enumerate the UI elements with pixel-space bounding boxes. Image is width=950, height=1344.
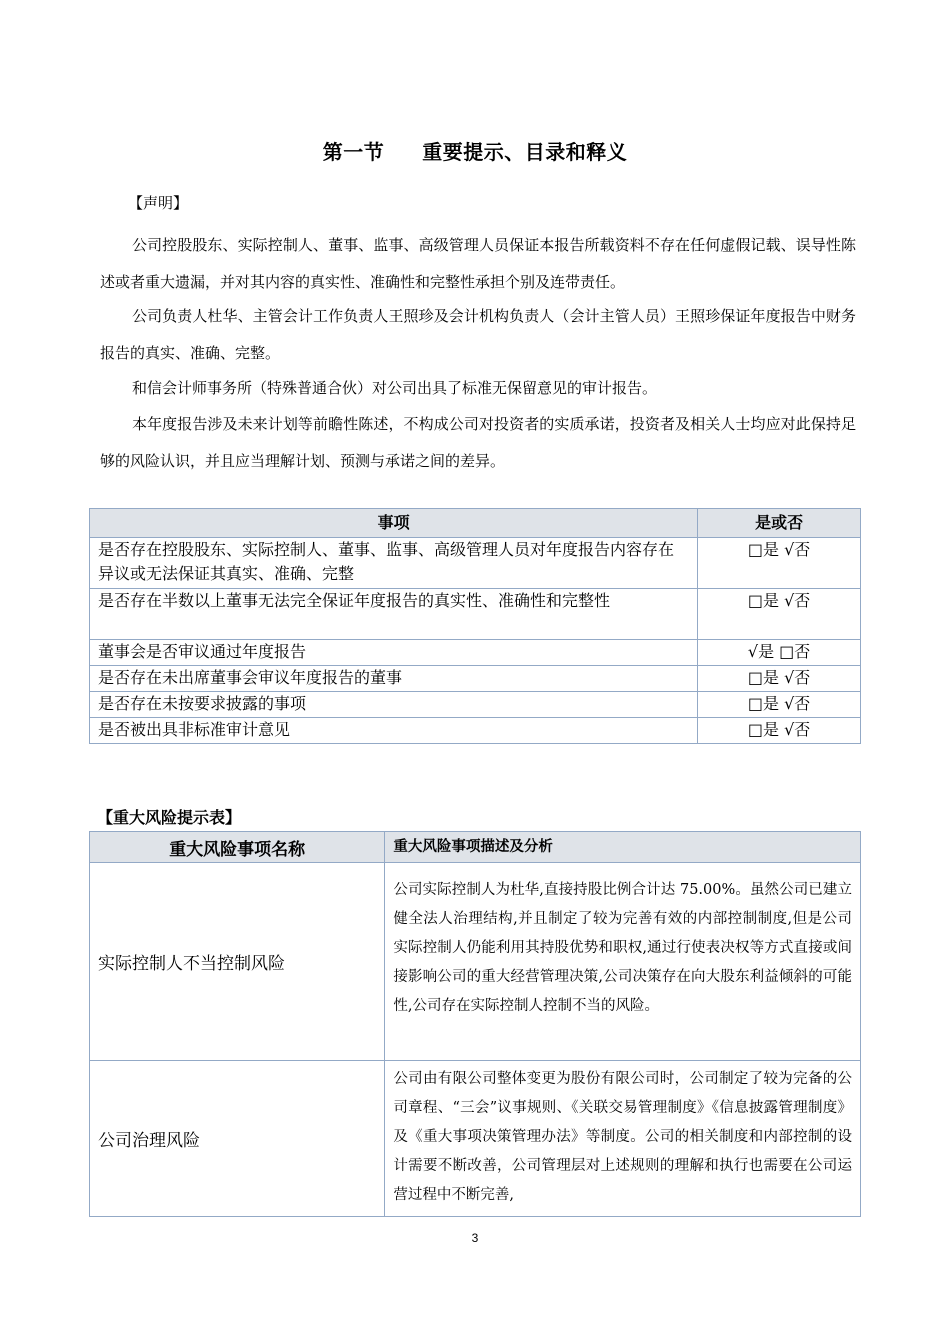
section-heading: 重要提示、目录和释义	[422, 140, 628, 164]
risk-description: 公司实际控制人为杜华,直接持股比例合计达 75.00%。虽然公司已建立健全法人治理结构,并且制定了较为完善有效的内部控制制度,但是公司实际控制人仍能利用其持股优势和职权,通过行使表决权等方式直接或间接影响公司的重大经营管理决策,公司决策存在向大股东利益倾斜的可能性,公司存在实际控制人控制不当的风险。	[385, 863, 861, 1061]
risk-name: 实际控制人不当控制风险	[90, 863, 385, 1061]
matter-item: 是否存在控股股东、实际控制人、董事、监事、高级管理人员对年度报告内容存在异议或无法保证其真实、准确、完整	[90, 538, 698, 589]
table-row	[90, 666, 861, 692]
matter-answer: □是 √否	[698, 538, 861, 589]
matter-answer: □是 √否	[698, 589, 861, 640]
risk-name: 公司治理风险	[90, 1061, 385, 1217]
risk-header-name: 重大风险事项名称	[90, 832, 385, 863]
section-number: 第一节	[322, 140, 385, 164]
matter-item: 是否存在未出席董事会审议年度报告的董事	[90, 666, 698, 692]
paragraph-forward-looking: 本年度报告涉及未来计划等前瞻性陈述，不构成公司对投资者的实质承诺，投资者及相关人士均应对此保持足够的风险认识，并且应当理解计划、预测与承诺之间的差异。	[100, 415, 856, 470]
risk-table	[89, 831, 861, 1217]
table-row	[90, 863, 861, 1061]
table-row	[90, 692, 861, 718]
table-row	[90, 589, 861, 640]
matters-table	[89, 508, 861, 744]
page-number: 3	[471, 1231, 479, 1245]
paragraph-auditor: 和信会计师事务所（特殊普通合伙）对公司出具了标准无保留意见的审计报告。	[132, 379, 658, 397]
matter-item: 董事会是否审议通过年度报告	[90, 640, 698, 666]
matters-header-answer: 是或否	[698, 509, 861, 538]
matter-item: 是否存在半数以上董事无法完全保证年度报告的真实性、准确性和完整性	[90, 589, 698, 640]
matter-answer: √是 □否	[698, 640, 861, 666]
matter-answer: □是 √否	[698, 718, 861, 744]
risk-description: 公司由有限公司整体变更为股份有限公司时，公司制定了较为完备的公司章程、“三会”议事规则、《关联交易管理制度》《信息披露管理制度》及《重大事项决策管理办法》等制度。公司的相关制度和内部控制的设计需要不断改善，公司管理层对上述规则的理解和执行也需要在公司运营过程中不断完善,	[385, 1061, 861, 1217]
matter-answer: □是 √否	[698, 692, 861, 718]
matter-item: 是否被出具非标准审计意见	[90, 718, 698, 744]
table-row	[90, 1061, 861, 1217]
risk-header-description: 重大风险事项描述及分析	[385, 832, 861, 863]
table-row	[90, 538, 861, 589]
paragraph-principals: 公司负责人杜华、主管会计工作负责人王照珍及会计机构负责人（会计主管人员）王照珍保证年度报告中财务报告的真实、准确、完整。	[100, 307, 856, 362]
matters-header-item: 事项	[90, 509, 698, 538]
matter-item: 是否存在未按要求披露的事项	[90, 692, 698, 718]
declaration-label: 【声明】	[128, 194, 189, 212]
table-row	[90, 640, 861, 666]
matters-header-row	[90, 509, 861, 538]
table-row	[90, 718, 861, 744]
risk-table-title: 【重大风险提示表】	[97, 808, 242, 827]
risk-header-row	[90, 832, 861, 863]
matter-answer: □是 √否	[698, 666, 861, 692]
section-title	[0, 136, 950, 165]
paragraph-responsibility: 公司控股股东、实际控制人、董事、监事、高级管理人员保证本报告所载资料不存在任何虚假记载、误导性陈述或者重大遗漏，并对其内容的真实性、准确性和完整性承担个别及连带责任。	[100, 236, 856, 291]
